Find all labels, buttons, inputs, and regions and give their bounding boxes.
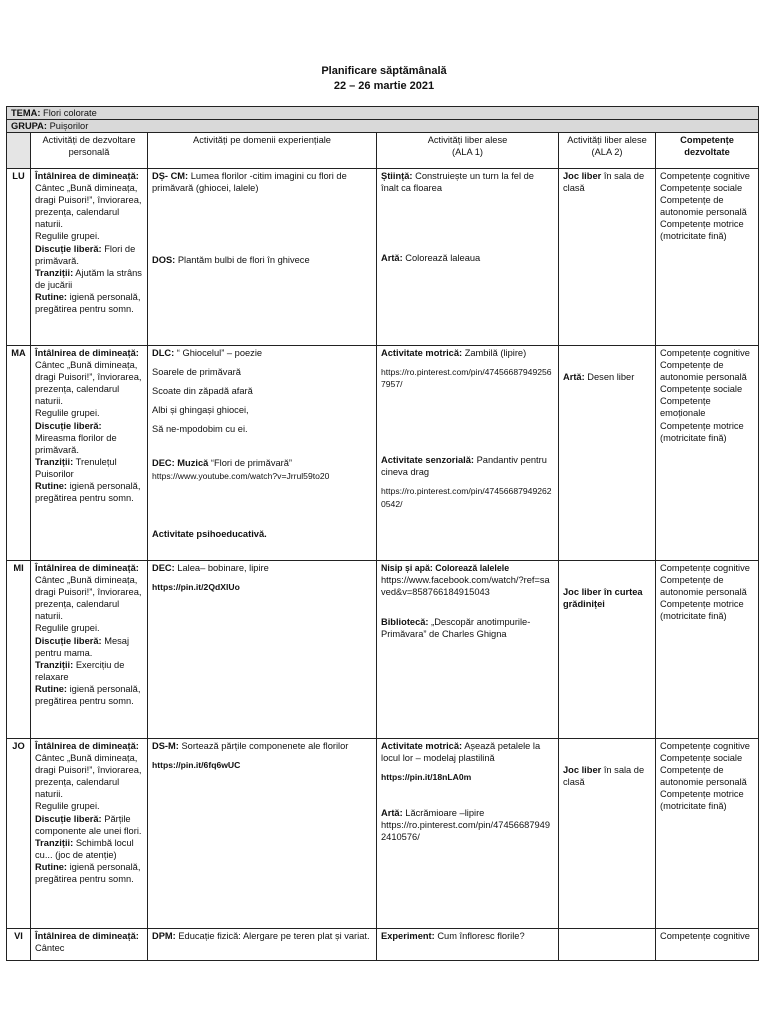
adp-intalnire: Întâlnirea de dimineață:	[35, 931, 139, 941]
comp-item: Competențe de autonomie personală	[660, 765, 747, 788]
adp-intalnire: Întâlnirea de dimineață:	[35, 171, 139, 181]
ala1-cell	[377, 739, 559, 929]
ala2-label: Joc liber	[563, 765, 602, 775]
comp-item: Competențe emoționale	[660, 396, 711, 419]
ade-cell	[148, 169, 377, 346]
adp-disc-label: Discuție liberă:	[35, 243, 102, 254]
ala2-label: Joc liber	[563, 171, 602, 181]
adp-rut-label: Rutine:	[35, 861, 68, 872]
adp-tranz: Schimbă locul cu... (joc de atenție)	[35, 837, 134, 860]
ala1-b-label: Bibliotecă:	[381, 617, 429, 628]
ade-a-text: Lumea florilor -citim imagini cu flori de primăvară (ghiocei, lalele)	[152, 171, 347, 194]
ala1-b-link[interactable]: https://ro.pinterest.com/pin/474566879492410576/	[381, 820, 551, 843]
adp-disc: Părțile componente ale unei flori.	[35, 813, 142, 836]
adp-rut: igienă personală, pregătirea pentru somn.	[35, 481, 141, 504]
ala1-b-label: Artă:	[381, 253, 403, 264]
comp-item: Competențe sociale	[660, 753, 743, 764]
header-adp: Activități de dezvoltare personală	[31, 133, 148, 169]
ala1-a-label: Activitate motrică:	[381, 348, 463, 358]
adp-tranz-label: Tranziții:	[35, 837, 74, 848]
adp-cantec: Cântec	[35, 943, 65, 954]
ade-a-text: “ Ghiocelul” – poezie	[174, 348, 263, 358]
document-dates: 22 – 26 martie 2021	[333, 80, 435, 92]
header-ala1-sub: (ALA 1)	[451, 147, 483, 158]
comp-item: Competențe de autonomie personală	[660, 195, 747, 218]
ala2-text: în sala de clasă	[563, 765, 645, 788]
ala1-a-link[interactable]: https://ro.pinterest.com/pin/474566879492567957/	[381, 367, 552, 390]
ala1-b-label: Artă:	[381, 808, 403, 819]
poem-line: Să ne-mpodobim cu ei.	[152, 424, 248, 435]
ade-cell	[148, 346, 377, 561]
adp-disc: Mesaj pentru mama.	[35, 635, 130, 658]
header-ala1-title: Activități liber alese	[427, 135, 508, 145]
adp-disc-label: Discuție liberă:	[35, 813, 102, 824]
comp-item: Competențe de autonomie personală	[660, 360, 747, 383]
adp-cantec: Cântec „Bună dimineața, dragi Puisori!”, înviorarea, prezența, calendarul naturii.	[35, 360, 142, 407]
ala1-a-text: Construiește un turn la fel de înalt ca floarea	[381, 171, 534, 194]
day-code: VI	[7, 929, 31, 961]
comp-item: Competențe cognitive	[660, 741, 750, 751]
comp-cell	[656, 929, 759, 961]
tema-value: Flori colorate	[43, 108, 97, 118]
comp-item: Competențe motrice (motricitate fină)	[660, 420, 744, 443]
adp-reguli: Regulile grupei.	[35, 623, 100, 634]
comp-item: Competențe cognitive	[660, 171, 750, 181]
adp-intalnire: Întâlnirea de dimineață:	[35, 348, 139, 358]
ade-a-label: DLC:	[152, 348, 175, 358]
comp-cell	[656, 739, 759, 929]
adp-rut-label: Rutine:	[35, 683, 68, 694]
comp-item: Competențe cognitive	[660, 563, 750, 573]
adp-tranz: Ajutăm la strâns de jucării	[35, 267, 142, 290]
header-ala2-title: Activități liber alese	[567, 135, 647, 145]
header-ala2-sub: (ALA 2)	[591, 147, 623, 158]
ala1-a-label: Experiment:	[381, 931, 435, 941]
ade-cell	[148, 561, 377, 739]
ade-cell	[148, 929, 377, 961]
comp-item: Competențe de autonomie personală	[660, 575, 747, 598]
header-ala1	[377, 133, 559, 169]
planning-table	[6, 106, 759, 961]
ala1-a-link[interactable]: https://pin.it/18nLA0m	[381, 772, 472, 783]
adp-disc: Flori de primăvară.	[35, 243, 136, 266]
ade-a-label: DEC:	[152, 563, 175, 573]
ala1-a-text: Așează petalele la locul lor – modelaj plastilină	[381, 741, 541, 764]
adp-cell	[31, 739, 148, 929]
comp-cell	[656, 346, 759, 561]
comp-item: Competențe motrice (motricitate fină)	[660, 599, 744, 622]
ala1-a-link[interactable]: https://www.facebook.com/watch/?ref=saved&v=858766184915043	[381, 575, 550, 598]
comp-item: Competențe motrice (motricitate fină)	[660, 219, 744, 242]
adp-cantec: Cântec „Bună dimineața, dragi Puisori!”, înviorarea, prezența, calendarul naturii.	[35, 183, 142, 230]
ade-a-text: Sortează părțile componenete ale florilor	[178, 741, 349, 751]
ade-a-label: DȘ- CM:	[152, 171, 189, 181]
comp-cell	[656, 561, 759, 739]
ade-c-label: Activitate psihoeducativă.	[152, 528, 267, 539]
day-code: MA	[7, 346, 31, 561]
tema-label: TEMA:	[11, 108, 41, 118]
ala2-cell	[559, 739, 656, 929]
ala2-cell	[559, 346, 656, 561]
ala1-b-text: Lăcrămioare –lipire	[402, 808, 485, 819]
adp-cell	[31, 346, 148, 561]
adp-rut: igienă personală, pregătirea pentru somn.	[35, 291, 141, 315]
adp-tranz: Exercițiu de relaxare	[35, 659, 125, 682]
adp-intalnire: Întâlnirea de dimineață:	[35, 563, 139, 573]
ade-b-text: Plantăm bulbi de flori în ghivece	[175, 255, 310, 266]
adp-rut: igienă personală, pregătirea pentru somn.	[35, 861, 141, 885]
day-row-lu	[7, 169, 759, 346]
header-day	[7, 133, 31, 169]
document-title: Planificare săptămânală	[321, 65, 447, 77]
ala2-label: Artă:	[563, 372, 585, 382]
ala2-text: Desen liber	[584, 372, 635, 382]
ala1-cell	[377, 561, 559, 739]
grupa-value: Puișorilor	[49, 121, 89, 131]
ade-cell	[148, 739, 377, 929]
poem-line: Scoate din zăpadă afară	[152, 386, 253, 397]
ade-b-label: DEC: Muzică	[152, 458, 209, 469]
grupa-row	[7, 120, 759, 133]
adp-tranz: Trenulețul Puisorilor	[35, 456, 117, 479]
ade-a-text: Lalea– bobinare, lipire	[174, 563, 269, 573]
adp-tranz-label: Tranziții:	[35, 659, 74, 670]
ala1-b-label: Activitate senzorială:	[381, 455, 475, 466]
adp-tranz-label: Tranziții:	[35, 456, 74, 467]
adp-disc: Mireasma florilor de primăvară.	[35, 432, 117, 455]
comp-item: Competențe sociale	[660, 384, 743, 395]
ade-a-label: DPM:	[152, 931, 176, 941]
grupa-label: GRUPA:	[11, 121, 47, 131]
day-row-mi	[7, 561, 759, 739]
ade-b-link[interactable]: https://www.youtube.com/watch?v=Jrrul59to20	[152, 470, 330, 481]
header-ala2	[559, 133, 656, 169]
adp-cell	[31, 169, 148, 346]
ade-a-link[interactable]: https://pin.it/2QdXlUo	[152, 582, 240, 593]
ala1-a-label: Nisip și apă: Colorează lalelele	[381, 563, 510, 573]
adp-disc-label: Discuție liberă:	[35, 635, 102, 646]
ala1-b-link[interactable]: https://ro.pinterest.com/pin/474566879492620542/	[381, 486, 552, 509]
day-code: JO	[7, 739, 31, 929]
ala1-b-text: Colorează laleaua	[402, 253, 481, 264]
ala1-b-text: „Descopăr anotimpurile- Primăvara” de Charles Ghigna	[381, 617, 531, 640]
day-row-ma	[7, 346, 759, 561]
ala1-a-label: Activitate motrică:	[381, 741, 463, 751]
ala2-cell	[559, 561, 656, 739]
comp-item: Competențe sociale	[660, 183, 743, 194]
ala1-cell	[377, 169, 559, 346]
ala2-label: Joc liber în curtea grădiniței	[563, 587, 643, 610]
adp-cantec: Cântec „Bună dimineața, dragi Puisori!”, înviorarea, prezența, calendarul naturii.	[35, 575, 142, 622]
ala1-a-text: Zambilă (lipire)	[462, 348, 527, 358]
ala1-a-label: Știință:	[381, 171, 413, 181]
ade-b-label: DOS:	[152, 255, 176, 266]
adp-cantec: Cântec „Bună dimineața, dragi Puisori!”, înviorarea, prezența, calendarul naturii.	[35, 753, 142, 800]
ade-a-link[interactable]: https://pin.it/6fq6wUC	[152, 760, 241, 771]
comp-cell	[656, 169, 759, 346]
ala1-cell	[377, 929, 559, 961]
ade-a-text: Educație fizică: Alergare pe teren plat și variat.	[175, 931, 370, 941]
tema-row	[7, 107, 759, 120]
day-row-vi	[7, 929, 759, 961]
ala1-b-text: Pandantiv pentru cineva drag	[381, 455, 547, 478]
title-block	[0, 64, 768, 94]
day-code: MI	[7, 561, 31, 739]
adp-reguli: Regulile grupei.	[35, 231, 100, 242]
adp-rut: igienă personală, pregătirea pentru somn.	[35, 683, 141, 707]
ala2-text: în sala de clasă	[563, 171, 645, 194]
ala2-cell	[559, 929, 656, 961]
header-row	[7, 133, 759, 169]
adp-rut-label: Rutine:	[35, 291, 68, 302]
adp-reguli: Regulile grupei.	[35, 408, 100, 419]
adp-rut-label: Rutine:	[35, 481, 68, 492]
header-ade: Activități pe domenii experiențiale	[148, 133, 377, 169]
comp-item: Competențe cognitive	[660, 348, 750, 358]
adp-cell	[31, 561, 148, 739]
header-comp: Competențe dezvoltate	[656, 133, 759, 169]
poem-line: Albi și ghingași ghiocei,	[152, 405, 249, 416]
ala1-cell	[377, 346, 559, 561]
ala2-cell	[559, 169, 656, 346]
comp-item: Competențe cognitive	[660, 931, 750, 941]
adp-reguli: Regulile grupei.	[35, 801, 100, 812]
adp-disc-label: Discuție liberă:	[35, 420, 102, 431]
adp-tranz-label: Tranziții:	[35, 267, 74, 278]
ala1-a-text: Cum înfloresc florile?	[434, 931, 525, 941]
day-row-jo	[7, 739, 759, 929]
adp-intalnire: Întâlnirea de dimineață:	[35, 741, 139, 751]
day-code: LU	[7, 169, 31, 346]
poem-line: Soarele de primăvară	[152, 367, 241, 378]
adp-cell	[31, 929, 148, 961]
ade-a-label: DS-M:	[152, 741, 179, 751]
comp-item: Competențe motrice (motricitate fină)	[660, 789, 744, 812]
ade-b-text: “Flori de primăvară”	[208, 458, 293, 469]
